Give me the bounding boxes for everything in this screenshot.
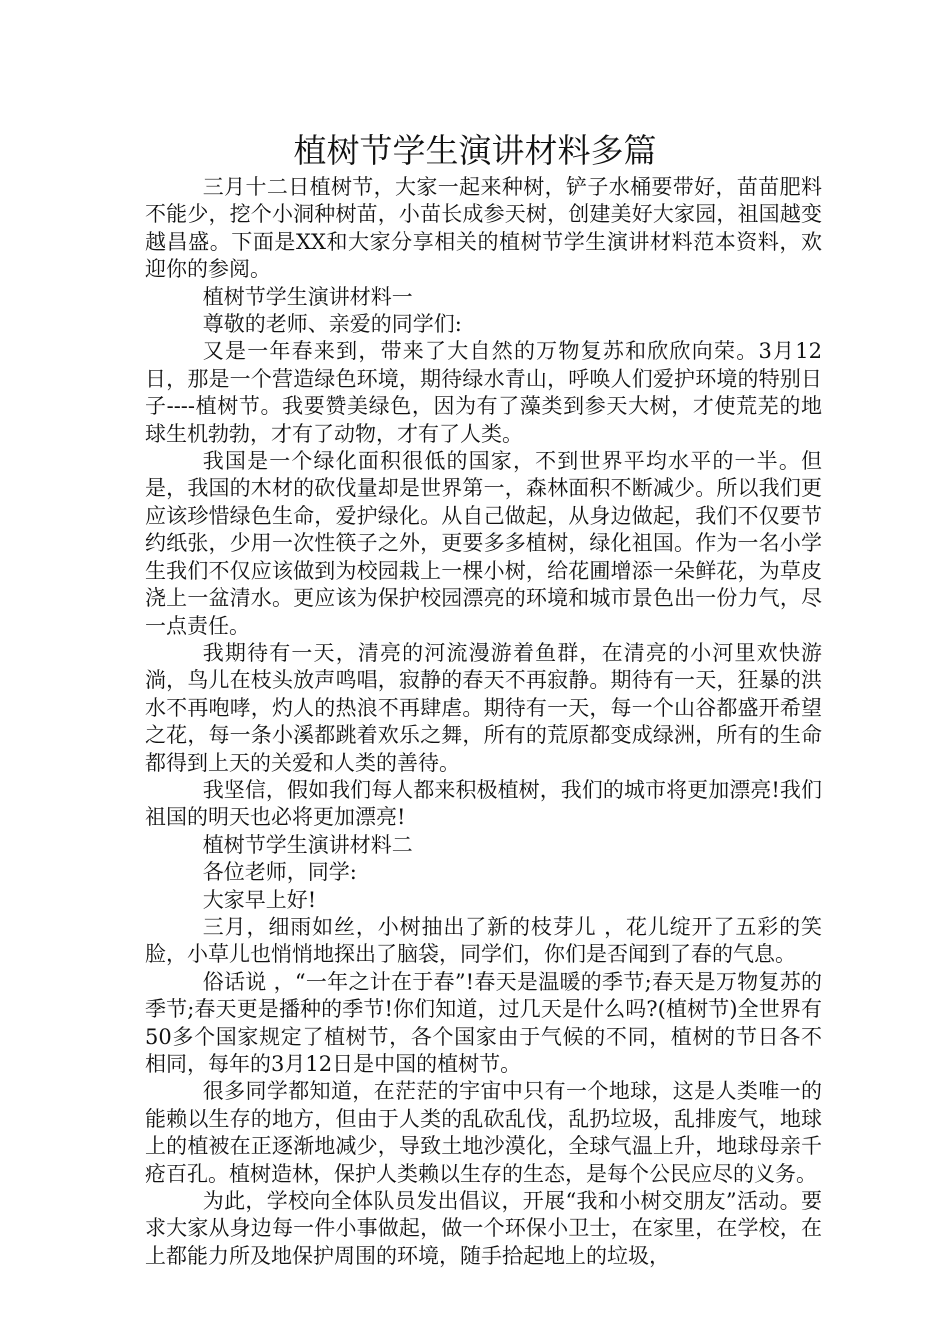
salutation-two: 各位老师，同学: bbox=[202, 860, 357, 885]
section-heading-two: 植树节学生演讲材料二 bbox=[202, 832, 413, 857]
section-heading-one: 植树节学生演讲材料一 bbox=[202, 284, 413, 309]
body-paragraph: 三月，细雨如丝，小树抽出了新的枝芽儿 ，花儿绽开了五彩的笑脸，小草儿也悄悄地探出了脑袋，同学们，你们是否闻到了春的气息。 bbox=[145, 914, 822, 967]
body-paragraph: 我国是一个绿化面积很低的国家，不到世界平均水平的一半。但是，我国的木材的砍伐量却是世界第一，森林面积不断减少。所以我们更应该珍惜绿色生命，爱护绿化。从自己做起，从身边做起，我们不仅要节约纸张，少用一次性筷子之外，更要多多植树，绿化祖国。作为一名小学生我们不仅应该做到为校园栽上一棵小树，给花圃增添一朵鲜花，为草皮浇上一盆清水。更应该为保护校园漂亮的环境和城市景色出一份力气，尽一点责任。 bbox=[145, 449, 822, 638]
greeting-line: 大家早上好! bbox=[202, 887, 317, 912]
body-paragraph: 我坚信，假如我们每人都来积极植树，我们的城市将更加漂亮!我们祖国的明天也必将更加漂亮! bbox=[145, 777, 822, 830]
salutation-one: 尊敬的老师、亲爱的同学们: bbox=[202, 312, 462, 337]
intro-paragraph: 三月十二日植树节，大家一起来种树，铲子水桶要带好，苗苗肥料不能少，挖个小洞种树苗，小苗长成参天树，创建美好大家园，祖国越变越昌盛。下面是XX和大家分享相关的植树节学生演讲材料范本资料，欢迎你的参阅。 bbox=[145, 175, 822, 282]
body-paragraph: 又是一年春来到，带来了大自然的万物复苏和欣欣向荣。3月12日，那是一个营造绿色环境，期待绿水青山，呼唤人们爱护环境的特别日子----植树节。我要赞美绿色，因为有了藻类到参天大树，才使荒芜的地球生机勃勃，才有了动物，才有了人类。 bbox=[145, 339, 822, 446]
body-paragraph: 为此，学校向全体队员发出倡议，开展“我和小树交朋友”活动。要求大家从身边每一件小事做起，做一个环保小卫士，在家里，在学校，在上都能力所及地保护周围的环境，随手拾起地上的垃圾， bbox=[145, 1189, 822, 1268]
document-body bbox=[145, 174, 822, 1270]
body-paragraph: 很多同学都知道，在茫茫的宇宙中只有一个地球，这是人类唯一的能赖以生存的地方，但由于人类的乱砍乱伐，乱扔垃圾，乱排废气，地球上的植被在正逐渐地减少，导致土地沙漠化，全球气温上升，地球母亲千疮百孔。植树造林，保护人类赖以生存的生态，是每个公民应尽的义务。 bbox=[145, 1079, 822, 1186]
body-paragraph: 我期待有一天，清亮的河流漫游着鱼群，在清亮的小河里欢快游淌，鸟儿在枝头放声鸣唱，寂静的春天不再寂静。期待有一天，狂暴的洪水不再咆哮，灼人的热浪不再肆虐。期待有一天，每一个山谷都盛开希望之花，每一条小溪都跳着欢乐之舞，所有的荒原都变成绿洲，所有的生命都得到上天的关爱和人类的善待。 bbox=[145, 640, 822, 775]
document-title: 植树节学生演讲材料多篇 bbox=[293, 131, 657, 170]
body-paragraph: 俗话说 ，“一年之计在于春”!春天是温暖的季节;春天是万物复苏的季节;春天更是播种的季节!你们知道，过几天是什么吗?(植树节)全世界有50多个国家规定了植树节，各个国家由于气候的不同，植树的节日各不相同，每年的3月12日是中国的植树节。 bbox=[145, 969, 822, 1076]
